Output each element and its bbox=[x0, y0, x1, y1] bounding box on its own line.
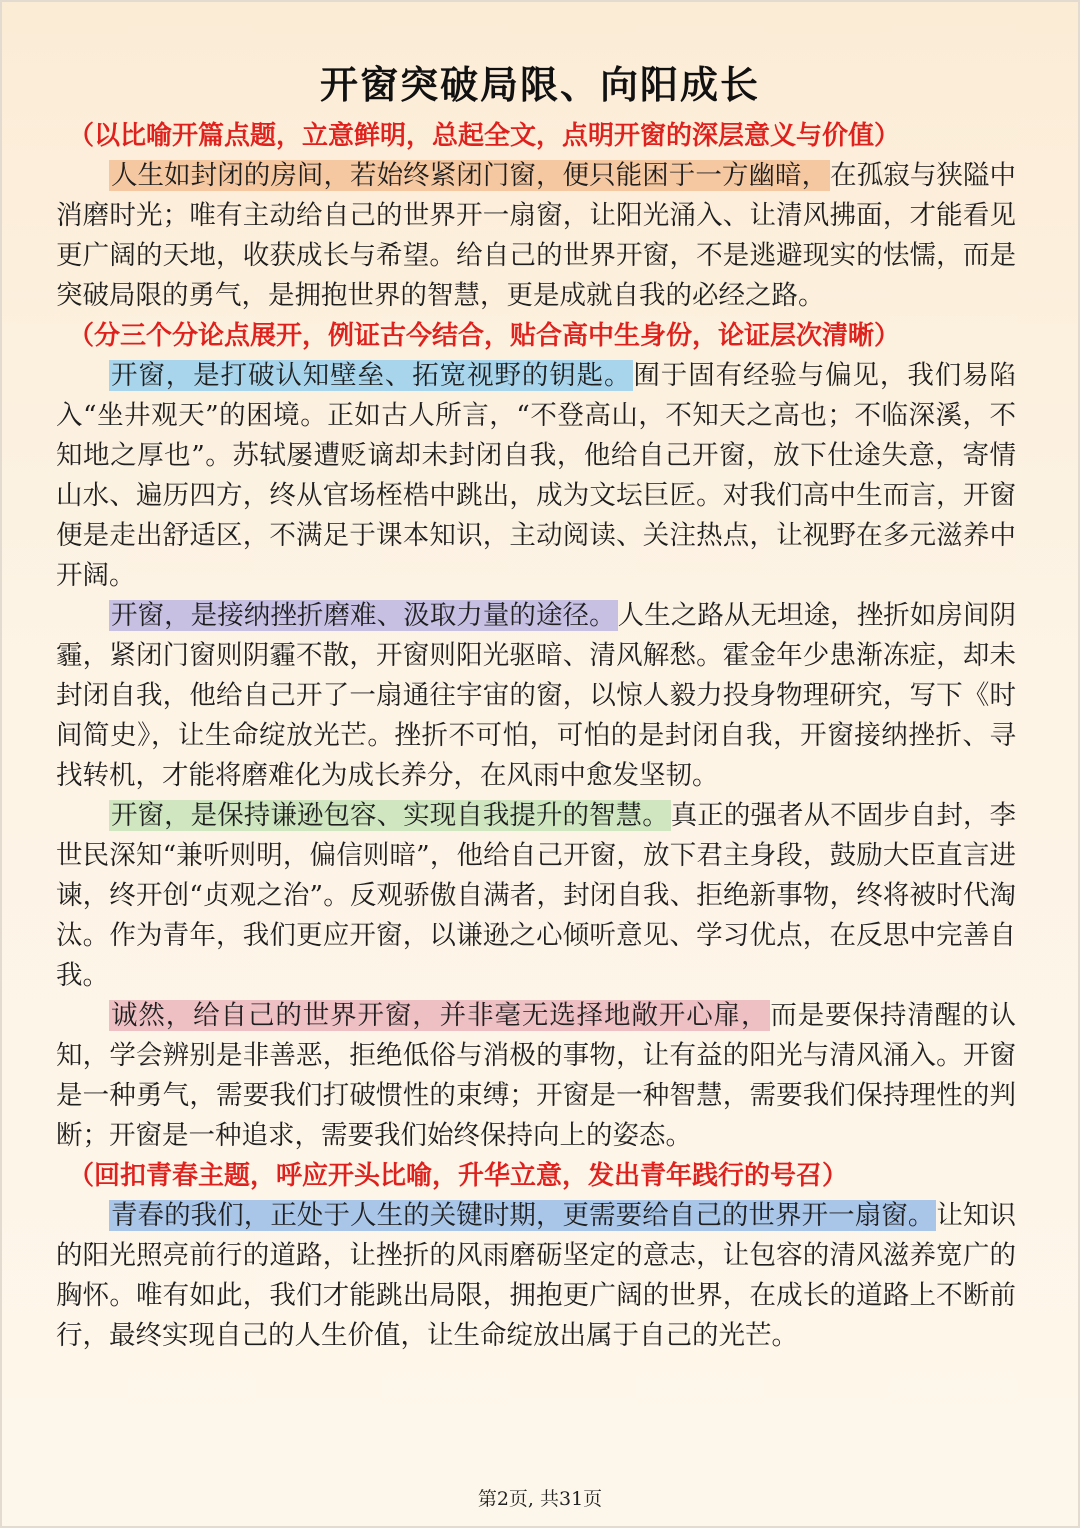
paragraph-intro bbox=[56, 156, 1016, 316]
highlight-conclusion: 青春的我们，正处于人生的关键时期，更需要给自己的世界开一扇窗。 bbox=[111, 1200, 935, 1231]
paragraph-text: 真正的强者从不固步自封，李世民深知“兼听则明，偏信则暗”，他给自己开窗，放下君主身段，鼓励大臣直言进谏，终开创“贞观之治”。反观骄傲自满者，封闭自我、拒绝新事物，终将被时代淘汰。作为青年，我们更应开窗，以谦逊之心倾听意见、学习优点，在反思中完善自我。 bbox=[56, 800, 1017, 991]
paragraph-text: 而是要保持清醒的认知，学会辨别是非善恶，拒绝低俗与消极的事物，让有益的阳光与清风涌入。开窗是一种勇气，需要我们打破惯性的束缚；开窗是一种智慧，需要我们保持理性的判断；开窗是一种追求，需要我们始终保持向上的姿态。 bbox=[56, 1000, 1016, 1151]
page-number: 第2页, 共31页 bbox=[477, 1488, 603, 1510]
paragraph-argument-2 bbox=[56, 596, 1016, 796]
essay-title: 开窗突破局限、向阳成长 bbox=[319, 62, 760, 107]
highlight-thesis: 人生如封闭的房间，若始终紧闭门窗，便只能困于一方幽暗， bbox=[111, 160, 829, 191]
paragraph-text: 让知识的阳光照亮前行的道路，让挫折的风雨磨砺坚定的意志，让包容的清风滋养宽广的胸怀。唯有如此，我们才能跳出局限，拥抱更广阔的世界，在成长的道路上不断前行，最终实现自己的人生价值，让生命绽放出属于自己的光芒。 bbox=[56, 1200, 1017, 1351]
highlight-subpoint-1: 开窗，是打破认知壁垒、拓宽视野的钥匙。 bbox=[111, 360, 632, 391]
highlight-subpoint-3: 开窗，是保持谦逊包容、实现自我提升的智慧。 bbox=[111, 800, 669, 831]
annotation-ending: （回扣青春主题，呼应开头比喻，升华立意，发出青年践行的号召） bbox=[68, 1161, 849, 1191]
highlight-subpoint-2: 开窗，是接纳挫折磨难、汲取力量的途径。 bbox=[111, 600, 616, 631]
paragraph-text: 囿于固有经验与偏见，我们易陷入“坐井观天”的困境。正如古人所言，“不登高山，不知天之高也；不临深溪，不知地之厚也”。苏轼屡遭贬谪却未封闭自我，他给自己开窗，放下仕途失意，寄情山水、遍历四方，终从官场桎梏中跳出，成为文坛巨匠。对我们高中生而言，开窗便是走出舒适区，不满足于课本知识，主动阅读、关注热点，让视野在多元滋养中开阔。 bbox=[56, 360, 1016, 591]
paragraph-conclusion bbox=[56, 1196, 1016, 1356]
paragraph-text: 人生之路从无坦途，挫折如房间阴霾，紧闭门窗则阴霾不散，开窗则阳光驱暗、清风解愁。霍金年少患渐冻症，却未封闭自我，他给自己开了一扇通往宇宙的窗，以惊人毅力投身物理研究，写下《时间简史》，让生命绽放光芒。挫折不可怕，可怕的是封闭自我，开窗接纳挫折、寻找转机，才能将磨难化为成长养分，在风雨中愈发坚韧。 bbox=[56, 600, 1017, 791]
highlight-counterpoint: 诚然，给自己的世界开窗，并非毫无选择地敞开心扉， bbox=[111, 1000, 769, 1031]
annotation-intro: （以比喻开篇点题，立意鲜明，总起全文，点明开窗的深层意义与价值） bbox=[68, 121, 901, 151]
paragraph-argument-1 bbox=[56, 356, 1016, 596]
annotation-body: （分三个分论点展开，例证古今结合，贴合高中生身份，论证层次清晰） bbox=[68, 321, 901, 351]
paragraph-argument-3 bbox=[56, 796, 1016, 996]
paragraph-text: 在孤寂与狭隘中消磨时光；唯有主动给自己的世界开一扇窗，让阳光涌入、让清风拂面，才能看见更广阔的天地，收获成长与希望。给自己的世界开窗，不是逃避现实的怯懦，而是突破局限的勇气，是拥抱世界的智慧，更是成就自我的必经之路。 bbox=[56, 160, 1017, 311]
paragraph-counterpoint bbox=[56, 996, 1016, 1156]
essay-body bbox=[56, 116, 1016, 1356]
